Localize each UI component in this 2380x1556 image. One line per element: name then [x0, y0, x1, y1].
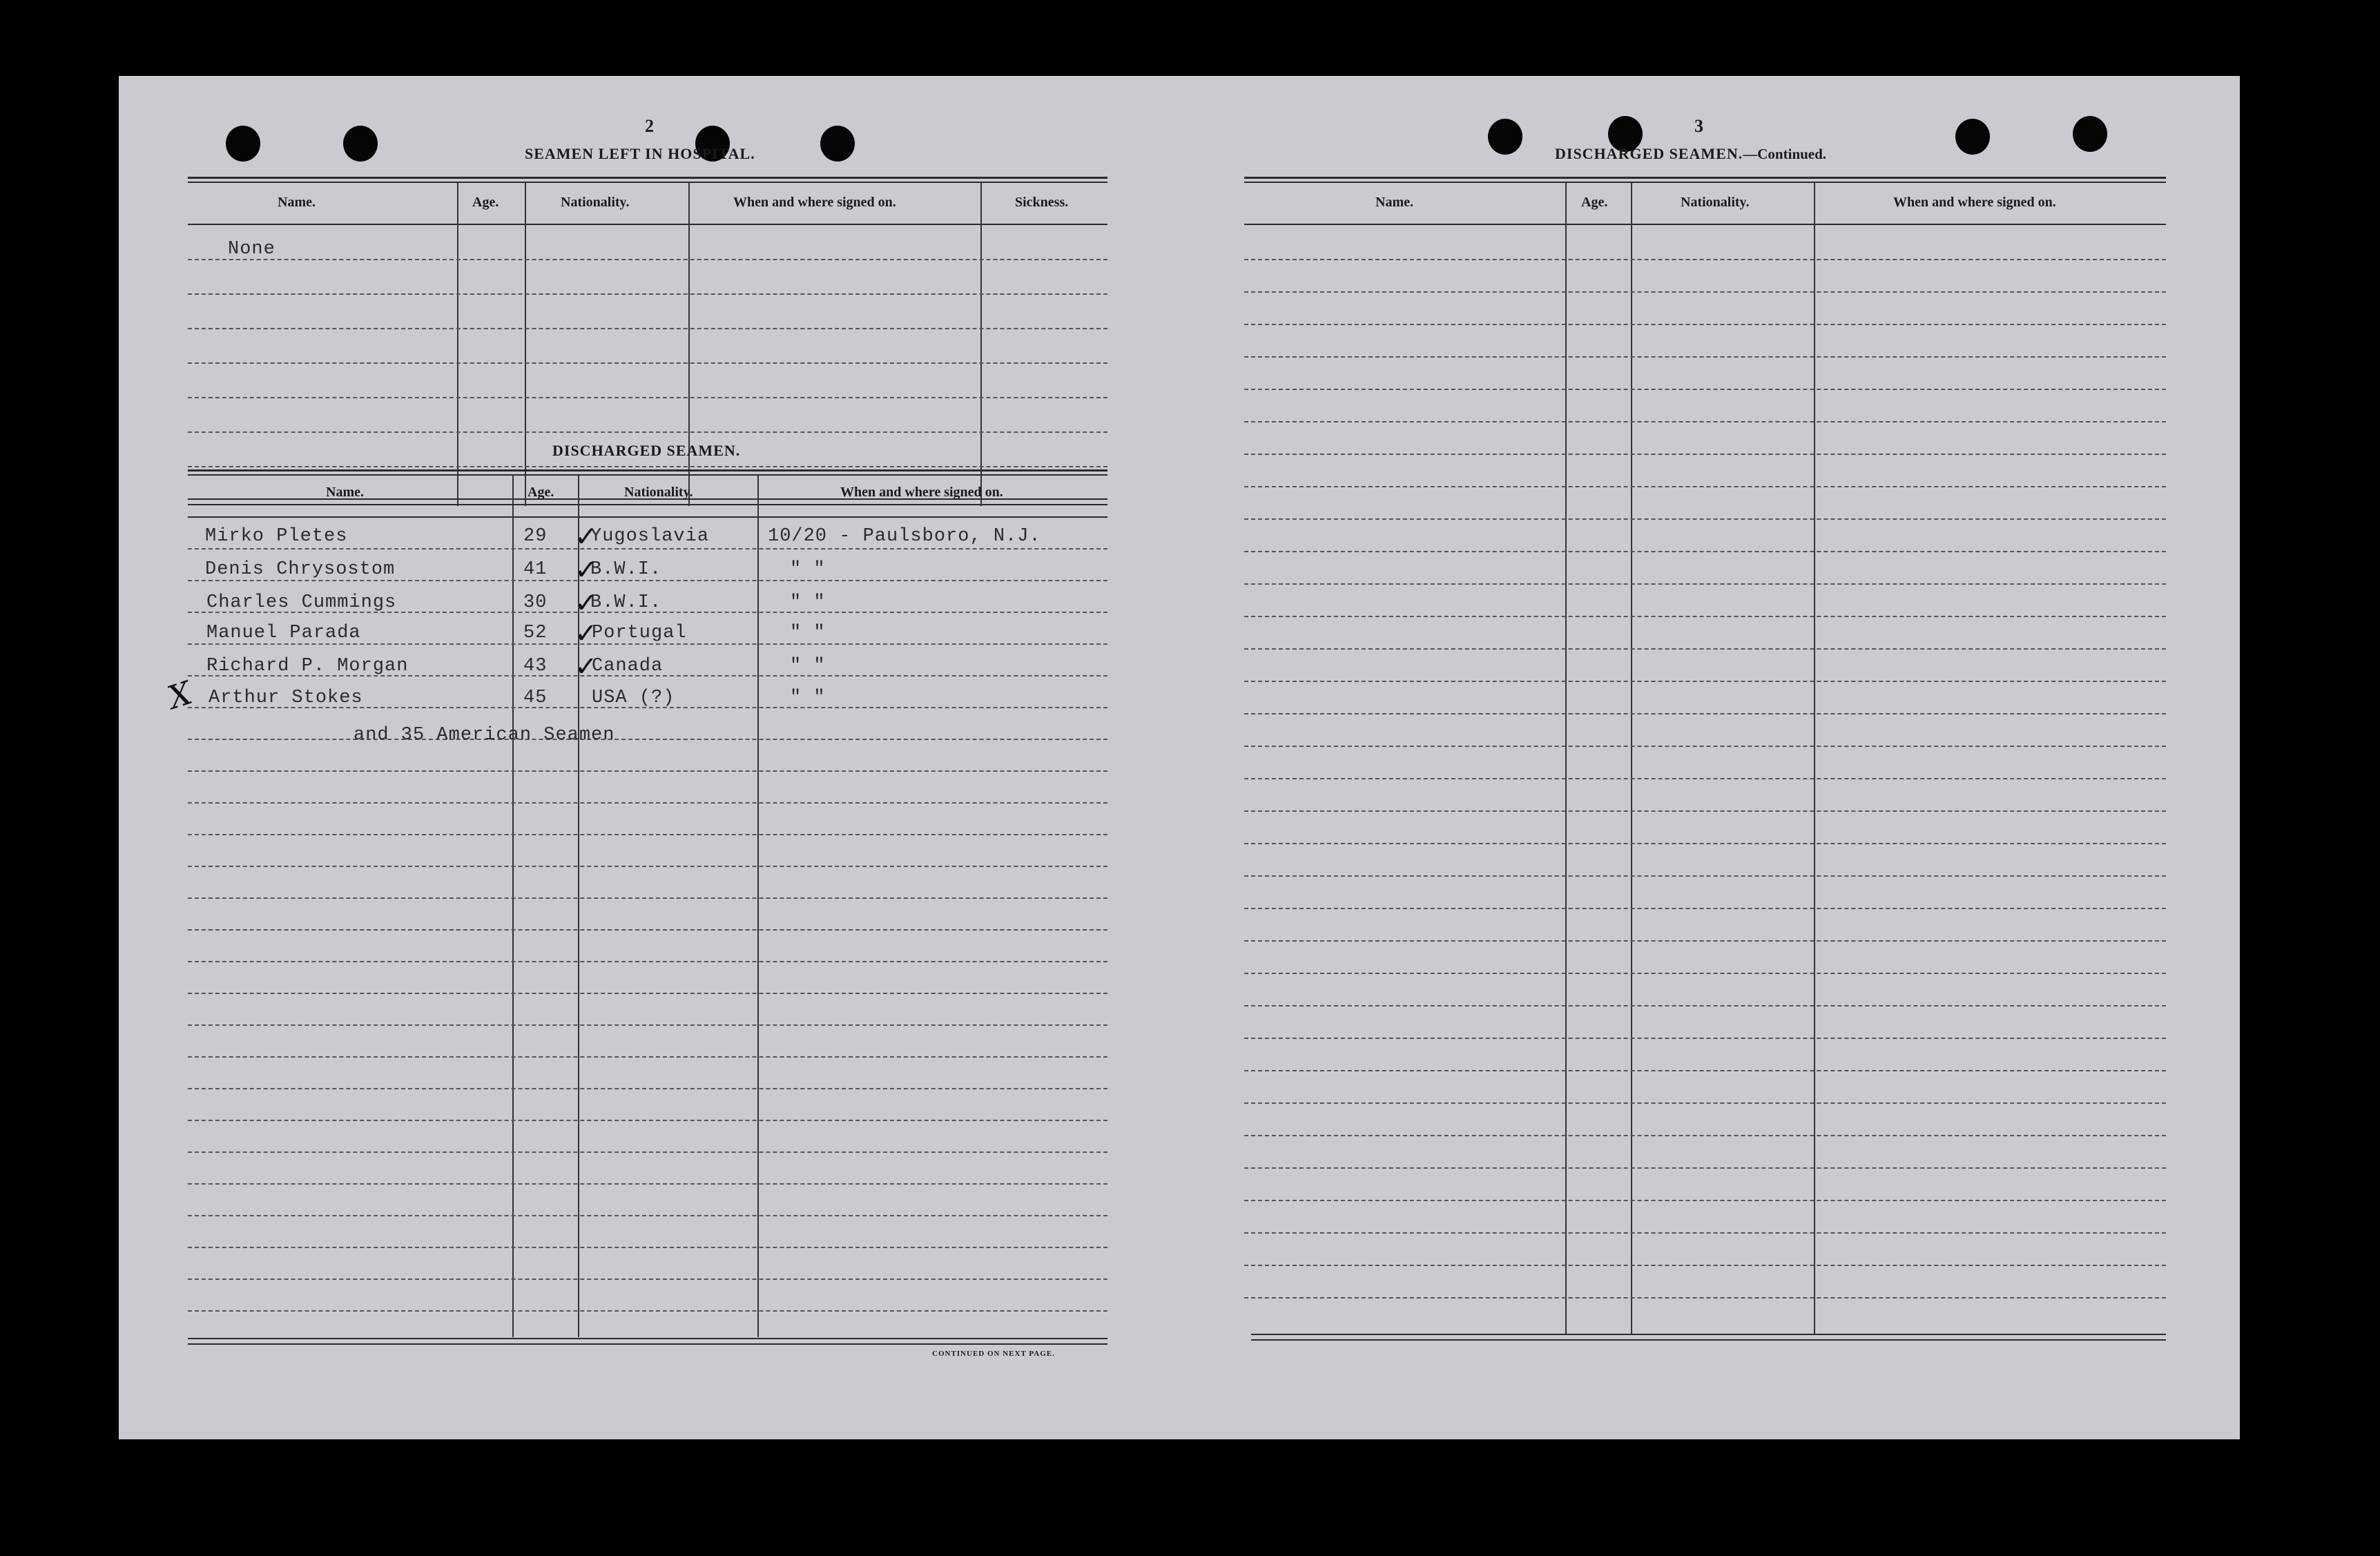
seaman-signed-on: " " — [790, 559, 826, 580]
seaman-signed-on: " " — [790, 623, 826, 643]
column-header: Name. — [326, 485, 364, 500]
seaman-nationality: Canada — [592, 656, 664, 677]
column-header: Name. — [278, 195, 316, 210]
seaman-nationality: USA (?) — [592, 688, 675, 708]
ruled-line — [188, 1151, 1107, 1153]
ruled-line — [1244, 454, 2166, 455]
column-header: When and where signed on. — [733, 195, 896, 210]
seaman-nationality: Yugoslavia — [590, 526, 710, 547]
ruled-line — [1244, 1297, 2166, 1299]
ruled-line — [1244, 940, 2166, 942]
seaman-name: Denis Chrysostom — [205, 559, 396, 580]
ruled-line — [1244, 389, 2166, 390]
column-header: When and where signed on. — [840, 485, 1003, 500]
ruled-line — [188, 643, 1107, 645]
seaman-nationality: B.W.I. — [590, 592, 662, 613]
ruled-line — [1244, 1200, 2166, 1201]
summary-note: and 35 American Seamen — [354, 725, 615, 746]
check-mark-icon: ✓ — [574, 619, 598, 649]
ruled-line — [188, 1088, 1107, 1089]
seaman-signed-on: 10/20 - Paulsboro, N.J. — [768, 526, 1041, 547]
seaman-age: 52 — [523, 623, 548, 643]
ruled-line — [1244, 583, 2166, 585]
ruled-line — [1244, 778, 2166, 779]
seaman-name: Manuel Parada — [206, 623, 361, 643]
ruled-line — [1244, 486, 2166, 487]
column-header: Age. — [1581, 195, 1608, 210]
ruled-line — [1244, 1038, 2166, 1039]
ruled-line — [188, 866, 1107, 867]
ruled-line — [188, 1120, 1107, 1121]
check-mark-icon: ✓ — [574, 522, 598, 552]
ruled-line — [1244, 1070, 2166, 1071]
seaman-name: Mirko Pletes — [205, 526, 348, 547]
binder-hole — [1488, 119, 1522, 155]
section-title-suffix: —Continued. — [1743, 146, 1827, 162]
binder-hole — [343, 126, 378, 162]
ruled-line — [1244, 843, 2166, 844]
ruled-line — [1244, 291, 2166, 293]
check-mark-icon: ✓ — [574, 652, 598, 682]
ruled-line — [1244, 681, 2166, 682]
column-header: Sickness. — [1015, 195, 1069, 210]
ruled-line — [188, 834, 1107, 835]
ruled-line — [1244, 421, 2166, 422]
seaman-nationality: B.W.I. — [590, 559, 662, 580]
ruled-line — [188, 897, 1107, 899]
ruled-line — [1244, 713, 2166, 714]
ruled-line — [1244, 973, 2166, 974]
ruled-line — [1244, 324, 2166, 325]
column-header: Nationality. — [561, 195, 630, 210]
ruled-line — [1244, 908, 2166, 909]
column-header: Name. — [1375, 195, 1413, 210]
seaman-age: 43 — [523, 656, 548, 677]
column-header: Age. — [528, 485, 554, 500]
seaman-signed-on: " " — [790, 656, 826, 677]
check-mark-icon: ✓ — [574, 555, 598, 585]
ruled-line — [188, 1310, 1107, 1312]
ruled-line — [188, 961, 1107, 962]
ruled-line — [1244, 551, 2166, 552]
ruled-line — [188, 1056, 1107, 1058]
binder-hole — [820, 126, 855, 162]
continued-section-title — [1555, 145, 1826, 163]
ruled-line — [1244, 616, 2166, 617]
ruled-line — [188, 1247, 1107, 1248]
ruled-line — [188, 1024, 1107, 1026]
seaman-name: Charles Cummings — [206, 592, 397, 613]
column-header: Age. — [472, 195, 499, 210]
column-header: Nationality. — [1681, 195, 1750, 210]
ruled-line — [1244, 1005, 2166, 1006]
ruled-line — [1244, 1265, 2166, 1266]
seaman-age: 29 — [523, 526, 548, 547]
ruled-line — [188, 929, 1107, 931]
margin-mark: X — [163, 674, 197, 717]
document-sheet — [119, 76, 2240, 1439]
ruled-line — [1244, 356, 2166, 358]
ruled-line — [1244, 810, 2166, 812]
ruled-line — [188, 770, 1107, 772]
ruled-line — [1244, 1232, 2166, 1234]
binder-hole — [2073, 116, 2107, 152]
ruled-line — [188, 993, 1107, 994]
ruled-line — [1244, 1135, 2166, 1136]
seaman-age: 41 — [523, 559, 548, 580]
seaman-age: 30 — [523, 592, 548, 613]
binder-hole — [226, 126, 260, 162]
ruled-line — [1244, 746, 2166, 747]
seaman-nationality: Portugal — [592, 623, 687, 643]
section-title-text: DISCHARGED SEAMEN. — [1555, 145, 1743, 162]
column-header: Nationality. — [624, 485, 693, 500]
hospital-section-title: SEAMEN LEFT IN HOSPITAL. — [525, 145, 755, 162]
ruled-line — [1244, 875, 2166, 877]
seaman-signed-on: " " — [790, 592, 826, 613]
ruled-line — [188, 1215, 1107, 1216]
ruled-line — [1244, 648, 2166, 650]
seaman-name: Arthur Stokes — [209, 688, 363, 708]
ruled-line — [188, 580, 1107, 581]
ruled-line — [1244, 1167, 2166, 1169]
seaman-age: 45 — [523, 688, 548, 708]
discharged-section-title: DISCHARGED SEAMEN. — [552, 442, 741, 459]
check-mark-icon: ✓ — [574, 588, 598, 619]
page-number: 3 — [1694, 116, 1703, 136]
ruled-line — [1244, 259, 2166, 260]
page-number: 2 — [645, 116, 654, 136]
seaman-signed-on: " " — [790, 688, 826, 708]
ruled-line — [188, 1278, 1107, 1280]
seaman-name: Richard P. Morgan — [206, 656, 409, 677]
binder-hole — [1955, 119, 1990, 155]
column-header: When and where signed on. — [1893, 195, 2056, 210]
ruled-line — [188, 1183, 1107, 1185]
ruled-line — [1244, 518, 2166, 520]
continued-footer: CONTINUED ON NEXT PAGE. — [932, 1350, 1055, 1358]
ruled-line — [1244, 1102, 2166, 1104]
hospital-entry: None — [228, 239, 275, 260]
ruled-line — [188, 739, 1107, 740]
ruled-line — [188, 548, 1107, 550]
ruled-line — [188, 802, 1107, 804]
